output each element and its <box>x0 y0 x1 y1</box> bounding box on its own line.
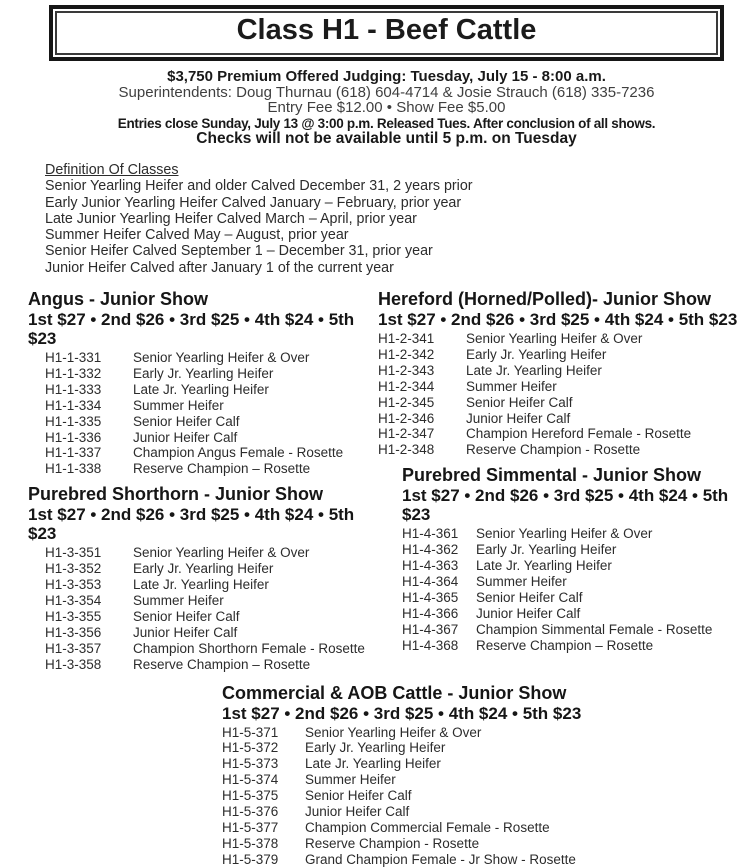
definition-line: Late Junior Yearling Heifer Calved March – April, prior year <box>45 210 417 227</box>
class-code: H1-3-357 <box>45 640 102 656</box>
class-row <box>402 590 747 606</box>
class-row <box>222 820 747 836</box>
definition-line: Summer Heifer Calved May – August, prior year <box>45 227 349 244</box>
class-label: Summer Heifer <box>476 574 567 590</box>
class-code: H1-5-378 <box>222 835 279 851</box>
definition-line: Junior Heifer Calved after January 1 of the current year <box>45 259 394 276</box>
class-code: H1-4-363 <box>402 558 459 574</box>
class-code: H1-2-343 <box>378 362 435 378</box>
fees-line: Entry Fee $12.00 • Show Fee $5.00 <box>267 99 506 117</box>
class-row <box>45 430 375 446</box>
class-list <box>45 545 375 672</box>
class-row <box>45 545 375 561</box>
section-title: Angus - Junior Show <box>28 289 208 310</box>
definitions-block <box>45 162 747 276</box>
class-label: Early Jr. Yearling Heifer <box>476 542 617 558</box>
superintendents-line: Superintendents: Doug Thurnau (618) 604-4714 & Josie Strauch (618) 335-7236 <box>118 83 655 101</box>
class-code: H1-5-375 <box>222 788 279 804</box>
class-row <box>222 788 747 804</box>
class-row <box>45 382 375 398</box>
class-code: H1-3-356 <box>45 624 102 640</box>
class-row <box>402 574 747 590</box>
class-row <box>222 740 747 756</box>
class-row <box>45 445 375 461</box>
class-label: Junior Heifer Calf <box>133 429 238 445</box>
section-commercial-aob <box>222 683 747 868</box>
section-title: Commercial & AOB Cattle - Junior Show <box>222 682 567 703</box>
class-label: Senior Heifer Calf <box>305 788 412 804</box>
definition-line: Senior Yearling Heifer and older Calved December 31, 2 years prior <box>45 178 473 195</box>
sections-columns <box>0 289 747 673</box>
definition-line: Senior Heifer Calved September 1 – December 31, prior year <box>45 243 433 260</box>
class-list <box>402 526 747 653</box>
class-label: Junior Heifer Calf <box>476 605 581 621</box>
premium-line: 1st $27 • 2nd $26 • 3rd $25 • 4th $24 • 5th $23 <box>222 703 582 723</box>
class-label: Reserve Champion – Rosette <box>476 637 654 653</box>
class-label: Champion Shorthorn Female - Rosette <box>133 640 365 656</box>
class-label: Summer Heifer <box>466 378 557 394</box>
right-column <box>375 289 747 673</box>
section-angus <box>28 289 375 477</box>
class-code: H1-1-332 <box>45 365 102 381</box>
class-code: H1-5-371 <box>222 724 279 740</box>
class-code: H1-1-334 <box>45 397 102 413</box>
class-label: Champion Hereford Female - Rosette <box>466 426 692 442</box>
class-row <box>45 398 375 414</box>
class-list <box>45 350 375 477</box>
class-row <box>45 461 375 477</box>
class-title-inner-border <box>55 11 718 55</box>
class-label: Reserve Champion - Rosette <box>305 835 480 851</box>
left-column <box>0 289 375 673</box>
class-row <box>222 756 747 772</box>
class-row <box>378 395 747 411</box>
class-row <box>45 577 375 593</box>
class-row <box>402 542 747 558</box>
class-row <box>378 411 747 427</box>
section-shorthorn <box>28 484 375 672</box>
class-code: H1-5-379 <box>222 851 279 867</box>
class-label: Summer Heifer <box>133 397 224 413</box>
checks-notice-line: Checks will not be available until 5 p.m. on Tuesday <box>196 130 577 148</box>
class-row <box>45 641 375 657</box>
class-row <box>402 526 747 542</box>
class-row <box>45 609 375 625</box>
section-title: Purebred Shorthorn - Junior Show <box>28 484 324 505</box>
bottom-section-wrap <box>222 683 747 868</box>
class-row <box>45 625 375 641</box>
class-code: H1-2-348 <box>378 442 435 458</box>
class-label: Senior Yearling Heifer & Over <box>133 350 310 366</box>
class-label: Reserve Champion – Rosette <box>133 461 311 477</box>
section-hereford <box>378 289 747 458</box>
class-list <box>378 331 747 458</box>
class-label: Champion Angus Female - Rosette <box>133 445 344 461</box>
class-code: H1-1-331 <box>45 350 102 366</box>
entries-close-line: Entries close Sunday, July 13 @ 3:00 p.m. Released Tues. After conclusion of all shows. <box>117 115 656 131</box>
class-row <box>222 804 747 820</box>
class-code: H1-5-377 <box>222 819 279 835</box>
class-code: H1-2-346 <box>378 410 435 426</box>
class-label: Late Jr. Yearling Heifer <box>466 362 602 378</box>
class-code: H1-1-337 <box>45 445 102 461</box>
class-code: H1-1-333 <box>45 381 102 397</box>
class-code: H1-2-345 <box>378 394 435 410</box>
class-row <box>45 561 375 577</box>
class-code: H1-4-361 <box>402 526 459 542</box>
class-code: H1-4-366 <box>402 605 459 621</box>
header-block <box>49 69 724 147</box>
class-label: Reserve Champion - Rosette <box>466 442 641 458</box>
class-row <box>45 657 375 673</box>
premium-line: 1st $27 • 2nd $26 • 3rd $25 • 4th $24 • 5th $23 <box>402 486 729 525</box>
class-row <box>402 558 747 574</box>
class-label: Reserve Champion – Rosette <box>133 656 311 672</box>
class-code: H1-4-364 <box>402 574 459 590</box>
class-row <box>45 366 375 382</box>
class-code: H1-5-374 <box>222 772 279 788</box>
class-code: H1-1-336 <box>45 429 102 445</box>
class-label: Early Jr. Yearling Heifer <box>305 740 446 756</box>
class-code: H1-3-352 <box>45 561 102 577</box>
class-code: H1-2-347 <box>378 426 435 442</box>
class-label: Champion Simmental Female - Rosette <box>476 621 713 637</box>
class-row <box>45 593 375 609</box>
class-code: H1-2-342 <box>378 346 435 362</box>
class-label: Late Jr. Yearling Heifer <box>133 577 269 593</box>
class-label: Senior Yearling Heifer & Over <box>305 724 482 740</box>
class-row <box>378 426 747 442</box>
class-code: H1-4-362 <box>402 542 459 558</box>
class-code: H1-1-335 <box>45 413 102 429</box>
class-code: H1-4-368 <box>402 637 459 653</box>
class-label: Late Jr. Yearling Heifer <box>305 756 441 772</box>
class-row <box>222 725 747 741</box>
class-label: Junior Heifer Calf <box>305 804 410 820</box>
class-code: H1-5-372 <box>222 740 279 756</box>
class-title-box <box>49 5 724 61</box>
class-row <box>45 414 375 430</box>
section-title: Hereford (Horned/Polled)- Junior Show <box>378 289 712 310</box>
class-code: H1-3-353 <box>45 577 102 593</box>
class-label: Junior Heifer Calf <box>133 624 238 640</box>
class-row <box>378 442 747 458</box>
class-label: Senior Yearling Heifer & Over <box>466 331 643 347</box>
class-label: Summer Heifer <box>305 772 396 788</box>
class-list <box>222 725 747 868</box>
class-label: Late Jr. Yearling Heifer <box>476 558 612 574</box>
class-code: H1-5-373 <box>222 756 279 772</box>
premium-line: 1st $27 • 2nd $26 • 3rd $25 • 4th $24 • 5th $23 <box>28 505 355 544</box>
class-row <box>222 836 747 852</box>
class-label: Senior Heifer Calf <box>133 608 240 624</box>
section-title: Purebred Simmental - Junior Show <box>402 465 702 486</box>
class-label: Late Jr. Yearling Heifer <box>133 381 269 397</box>
class-row <box>45 350 375 366</box>
class-code: H1-4-367 <box>402 621 459 637</box>
class-label: Early Jr. Yearling Heifer <box>133 561 274 577</box>
class-row <box>222 852 747 868</box>
section-simmental <box>378 465 747 653</box>
definition-line: Early Junior Yearling Heifer Calved January – February, prior year <box>45 194 462 211</box>
class-label: Early Jr. Yearling Heifer <box>133 365 274 381</box>
class-row <box>378 331 747 347</box>
class-code: H1-3-355 <box>45 608 102 624</box>
premium-book-page <box>0 5 747 867</box>
class-row <box>378 379 747 395</box>
page-title: Class H1 - Beef Cattle <box>236 14 537 46</box>
class-row <box>378 347 747 363</box>
premium-judging-line: $3,750 Premium Offered Judging: Tuesday, July 15 - 8:00 a.m. <box>167 68 606 85</box>
class-label: Senior Heifer Calf <box>476 589 583 605</box>
class-code: H1-3-351 <box>45 545 102 561</box>
class-label: Junior Heifer Calf <box>466 410 571 426</box>
class-label: Senior Yearling Heifer & Over <box>133 545 310 561</box>
class-label: Summer Heifer <box>133 593 224 609</box>
class-row <box>222 772 747 788</box>
class-label: Senior Heifer Calf <box>133 413 240 429</box>
class-label: Grand Champion Female - Jr Show - Rosette <box>305 851 576 867</box>
class-code: H1-5-376 <box>222 804 279 820</box>
class-code: H1-2-341 <box>378 331 435 347</box>
class-label: Senior Heifer Calf <box>466 394 573 410</box>
class-label: Early Jr. Yearling Heifer <box>466 346 607 362</box>
class-label: Champion Commercial Female - Rosette <box>305 819 550 835</box>
class-row <box>402 622 747 638</box>
class-code: H1-3-358 <box>45 656 102 672</box>
premium-line: 1st $27 • 2nd $26 • 3rd $25 • 4th $24 • 5th $23 <box>378 310 738 330</box>
class-label: Senior Yearling Heifer & Over <box>476 526 653 542</box>
definitions-heading: Definition Of Classes <box>45 161 179 178</box>
class-code: H1-4-365 <box>402 589 459 605</box>
class-row <box>378 363 747 379</box>
class-row <box>402 606 747 622</box>
premium-line: 1st $27 • 2nd $26 • 3rd $25 • 4th $24 • 5th $23 <box>28 310 355 349</box>
definitions-list <box>45 178 747 276</box>
class-code: H1-1-338 <box>45 461 102 477</box>
class-row <box>402 638 747 654</box>
class-code: H1-3-354 <box>45 593 102 609</box>
class-code: H1-2-344 <box>378 378 435 394</box>
